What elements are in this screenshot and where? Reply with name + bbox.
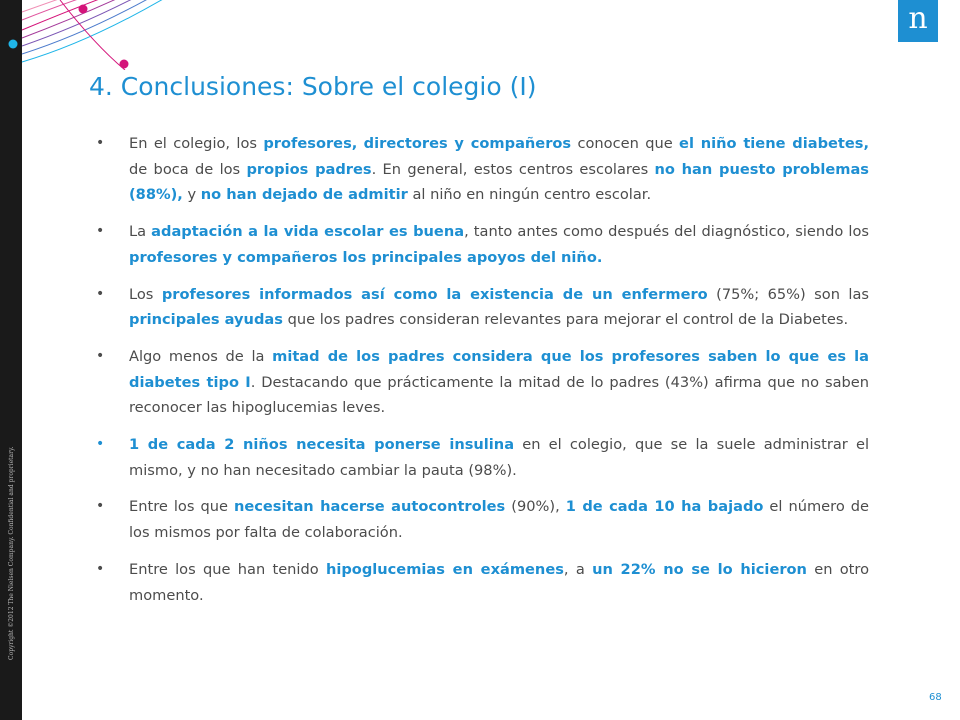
bullet-dot-icon: • [96, 436, 105, 453]
page-number: 68 [929, 692, 942, 703]
highlighted-text: principales ayudas [129, 311, 283, 329]
highlighted-text: directores y compañeros [363, 135, 572, 152]
nielsen-logo: n [898, 0, 938, 42]
highlighted-text: propios padres [246, 160, 372, 178]
bullet-list [96, 131, 869, 619]
bullet-item [96, 344, 869, 421]
pink-dot-icon [79, 5, 88, 14]
bullet-dot-icon: • [96, 560, 105, 577]
bullet-item [96, 432, 869, 483]
highlighted-text: no han puesto problemas (88%), [129, 160, 869, 204]
bullet-dot-icon: • [96, 135, 105, 151]
highlighted-text: 1 de cada 10 ha bajado [565, 498, 764, 516]
bullet-item [96, 557, 869, 608]
body-text: Los [129, 285, 162, 303]
highlighted-text: profesores informados así como la existencia de un enfermero [161, 285, 708, 303]
body-text: Entre los que han tenido [129, 560, 326, 578]
copyright-notice: Copyright ©2012 The Nielsen Company. Confidential and proprietary. [8, 446, 15, 660]
body-text: en el colegio, que se la suele administrar el mismo, y no han necesitado cambiar la pauta (98%). [129, 436, 870, 479]
body-text: (90%), [505, 498, 566, 516]
body-text: . En general, estos centros escolares [371, 160, 655, 178]
highlighted-text: un 22% no se lo hicieron [592, 560, 807, 578]
highlighted-text: profesores, [263, 135, 358, 152]
highlighted-text: 1 de cada 2 niños necesita ponerse insulina [129, 436, 515, 454]
body-text: . Destacando que prácticamente la mitad de lo padres (43%) afirma que no saben reconocer las hipoglucemias leves. [129, 373, 870, 417]
highlighted-text: hipoglucemias en exámenes [325, 560, 564, 578]
bullet-item [96, 494, 869, 545]
highlighted-text: necesitan hacerse autocontroles [233, 498, 506, 516]
body-text: en otro momento. [129, 560, 869, 604]
highlighted-text: no han dejado de admitir [200, 186, 408, 204]
highlighted-text: mitad de los padres considera que los profesores saben lo que es la diabetes tipo I [129, 347, 869, 391]
body-text: En el colegio, los [129, 135, 264, 152]
body-text: y [182, 186, 201, 204]
bullet-dot-icon: • [96, 498, 105, 515]
bullet-dot-icon: • [96, 223, 105, 240]
slide-title: 4. Conclusiones: Sobre el colegio (I) [89, 72, 537, 101]
decorative-arcs [0, 0, 170, 70]
body-text: al niño en ningún centro escolar. [407, 186, 652, 204]
body-text: La [129, 223, 152, 241]
body-text: de boca de los [129, 160, 247, 178]
bullet-item [96, 282, 869, 333]
bullet-dot-icon: • [96, 347, 105, 364]
highlighted-text: profesores y compañeros los principales apoyos del niño. [129, 248, 603, 266]
body-text: Algo menos de la [129, 347, 273, 365]
body-text: Entre los que [129, 498, 234, 516]
body-text: el número de los mismos por falta de colaboración. [129, 498, 870, 542]
highlighted-text: el niño tiene diabetes, [679, 135, 870, 152]
bullet-item [96, 131, 869, 208]
pink-dot-icon [120, 60, 129, 69]
body-text: , tanto antes como después del diagnóstico, siendo los [464, 223, 869, 241]
bullet-dot-icon: • [96, 285, 105, 302]
body-text: (75%; 65%) son las [707, 285, 869, 303]
body-text: que los padres consideran relevantes para mejorar el control de la Diabetes. [282, 311, 849, 329]
cyan-dot-icon [9, 40, 18, 49]
bullet-item [96, 219, 869, 270]
highlighted-text: adaptación a la vida escolar es buena [151, 223, 465, 241]
body-text: conocen que [571, 135, 680, 152]
body-text: , a [563, 560, 593, 578]
